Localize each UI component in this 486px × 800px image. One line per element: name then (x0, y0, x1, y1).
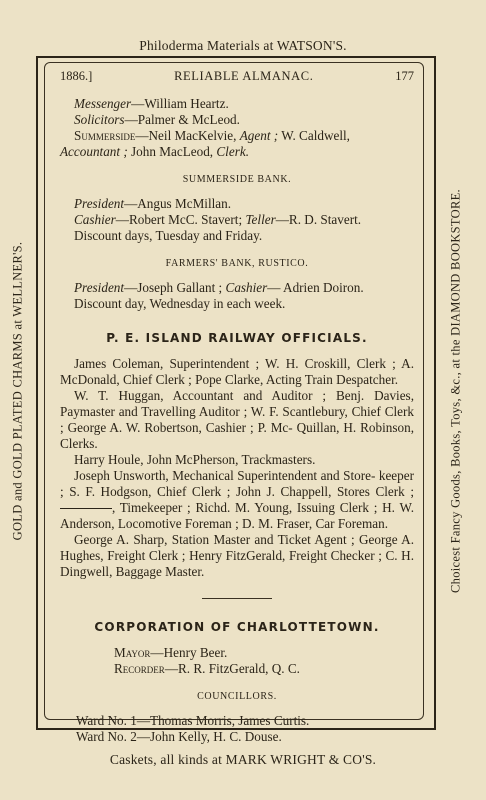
farmers-bank-heading: FARMERS' BANK, RUSTICO. (165, 258, 309, 269)
accountant-line: Accountant ; John MacLeod, Clerk. (60, 144, 249, 159)
page-content (60, 68, 414, 745)
summerside-line: Summerside—Neil MacKelvie, Agent ; W. Caldwell, (74, 128, 350, 143)
summerside-bank-heading: SUMMERSIDE BANK. (182, 174, 292, 185)
farmers-president-line: President—Joseph Gallant ; Cashier— Adrien Doiron. (74, 280, 364, 295)
running-header (60, 68, 414, 84)
corporation-section-title: CORPORATION OF CHARLOTTETOWN. (94, 620, 380, 634)
railway-paragraph-1: James Coleman, Superintendent ; W. H. Croskill, Clerk ; A. McDonald, Chief Clerk ; Pope Clarke, Acting Train Despatcher. (60, 356, 414, 387)
railway-section-title: P. E. ISLAND RAILWAY OFFICIALS. (106, 331, 368, 345)
railway-paragraph-5: George A. Sharp, Station Master and Ticket Agent ; George A. Hughes, Freight Clerk ; Henry FitzGerald, Freight Checker ; C. H. Dingwell, Baggage Master. (60, 532, 414, 579)
summerside-cashier-line: Cashier—Robert McC. Stavert; Teller—R. D. Stavert. (74, 212, 362, 227)
railway-paragraph-4: Joseph Unsworth, Mechanical Superintendent and Store- keeper ; S. F. Hodgson, Chief Clerk ; John J. Chappell, Stores Clerk ; , Timekeeper ; Richd. M. Young, Issuing Clerk ; H. W. Anderson, Locomotive Foreman ; D. M. Fraser, Car Foreman. (60, 468, 414, 531)
left-side-advertisement: GOLD and GOLD PLATED CHARMS at WELLNER'S. (10, 241, 25, 541)
bottom-advertisement: Caskets, all kinds at MARK WRIGHT & CO'S. (109, 752, 377, 767)
section-divider (202, 598, 272, 599)
page-number: 177 (395, 69, 414, 83)
railway-paragraph-3: Harry Houle, John McPherson, Trackmasters. (74, 452, 316, 467)
blank-dash (60, 508, 112, 509)
mayor-line: Mayor—Henry Beer. (114, 645, 228, 660)
summerside-discount-line: Discount days, Tuesday and Friday. (74, 228, 263, 243)
ward-1-line: Ward No. 1—Thomas Morris, James Curtis. (76, 713, 310, 728)
top-advertisement: Philoderma Materials at WATSON'S. (139, 38, 347, 53)
railway-paragraph-2: W. T. Huggan, Accountant and Auditor ; Benj. Davies, Paymaster and Travelling Auditor ; W. F. Scantlebury, Chief Clerk ; George A. W. Robertson, Cashier ; P. Mc- Quillan, H. Robinson, Clerks. (60, 388, 414, 451)
right-side-advertisement: Choicest Fancy Goods, Books, Toys, &c., at the DIAMOND BOOKSTORE. (448, 189, 463, 593)
councillors-heading: COUNCILLORS. (197, 691, 277, 702)
summerside-president-line: President—Angus McMillan. (74, 196, 232, 211)
header-title: RELIABLE ALMANAC. (174, 69, 314, 83)
recorder-line: Recorder—R. R. FitzGerald, Q. C. (114, 661, 300, 676)
ward-2-line: Ward No. 2—John Kelly, H. C. Douse. (76, 729, 282, 744)
farmers-discount-line: Discount day, Wednesday in each week. (74, 296, 286, 311)
messenger-line: Messenger—William Heartz. (74, 96, 229, 111)
header-year: 1886.] (60, 69, 93, 83)
solicitors-line: Solicitors—Palmer & McLeod. (74, 112, 240, 127)
